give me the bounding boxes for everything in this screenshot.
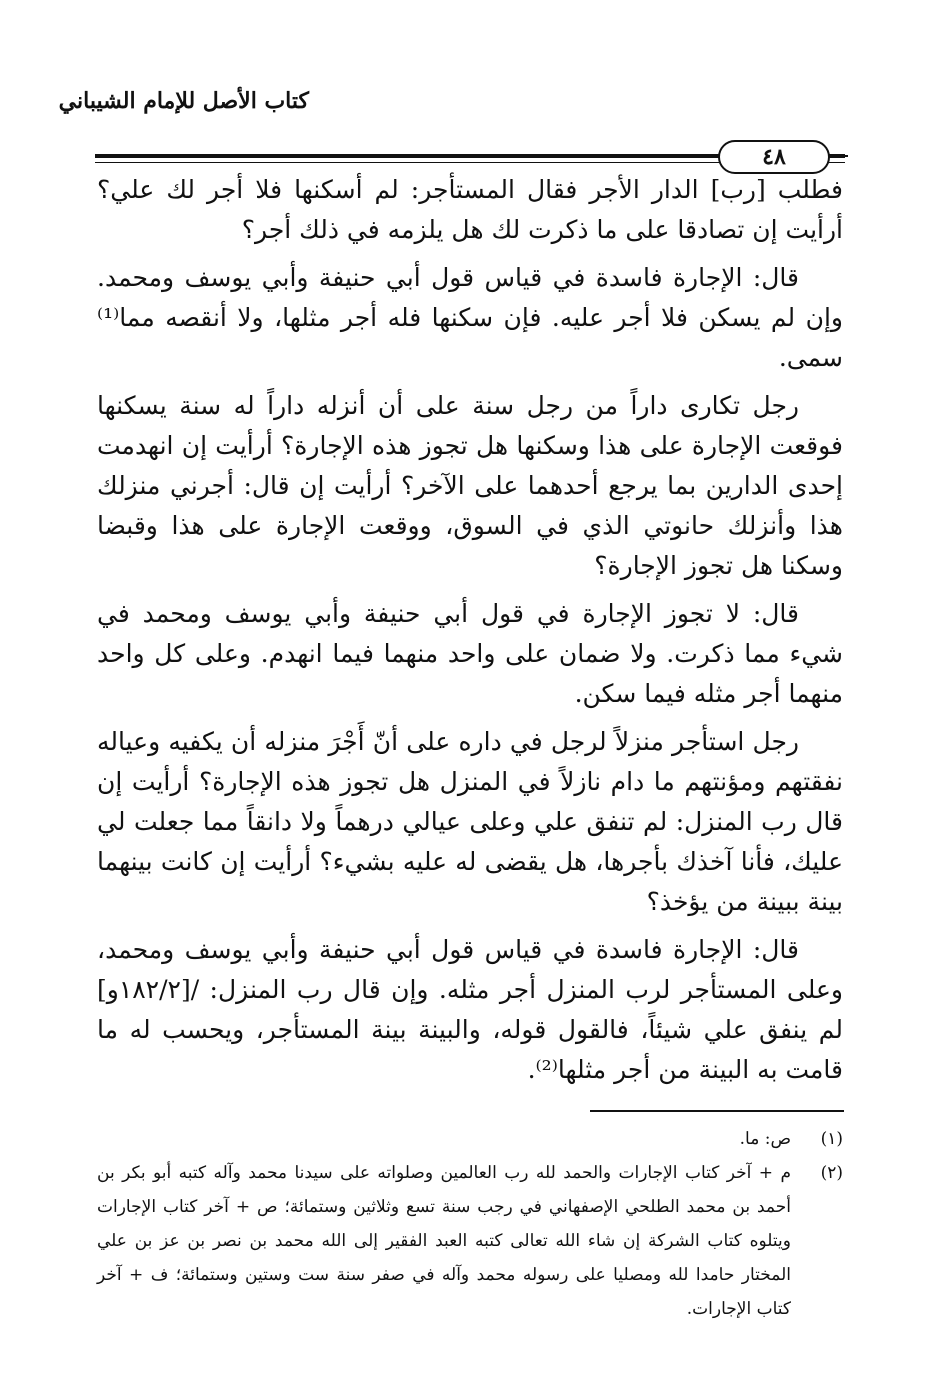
paragraph: قال: الإجارة فاسدة في قياس قول أبي حنيفة وأبي يوسف ومحمد، وعلى المستأجر لرب المنزل أجر مثله. وإن قال رب المنزل: /[١٨٢/٢و] لم ينفق علي شيئاً، فالقول قوله، والبينة بينة المستأجر، ويحسب له ما قامت به البينة من أجر مثلها⁽²⁾. — [97, 935, 844, 1084]
paragraph: قال: لا تجوز الإجارة في قول أبي حنيفة وأبي يوسف ومحمد في شيء مما ذكرت. ولا ضمان على واحد منهما فيما انهدم. وعلى كل واحد منهما أجر مثله فيما سكن. — [97, 599, 843, 708]
paragraph: رجل تكارى داراً من رجل سنة على أن أنزله داراً له سنة يسكنها فوقعت الإجارة على هذا وسكنها هل تجوز هذه الإجارة؟ أرأيت إن انهدمت إحدى الدارين بما يرجع أحدهما على الآخر؟ أرأيت إن قال: أجرني منزلك هذا وأنزلك حانوتي الذي في السوق، ووقعت الإجارة على هذا وقبضا وسكنا هل تجوز الإجارة؟ — [97, 391, 843, 580]
footnotes — [97, 1122, 843, 1326]
footnote-item — [97, 1156, 843, 1326]
paragraph: قال: الإجارة فاسدة في قياس قول أبي حنيفة وأبي يوسف ومحمد. وإن لم يسكن فلا أجر عليه. فإن سكنها فله أجر مثلها، ولا أنقصه مما⁽¹⁾ سمى. — [97, 263, 843, 372]
page-number-tail — [828, 155, 848, 157]
paragraph: فطلب [رب] الدار الأجر فقال المستأجر: لم أسكنها فلا أجر لك علي؟ أرأيت إن تصادقا على ما ذكرت لك هل يلزمه في ذلك أجر؟ — [97, 175, 843, 244]
footnote-number: (١) — [820, 1129, 843, 1149]
main-text — [97, 170, 843, 1098]
footnote-item — [97, 1122, 843, 1156]
page-number-badge — [718, 140, 830, 174]
footnote-number: (٢) — [820, 1163, 843, 1183]
running-header-title: كتاب الأصل للإمام الشيباني — [58, 88, 309, 114]
page-number: ٤٨ — [762, 144, 786, 170]
footnote-text: ص: ما. — [739, 1129, 791, 1149]
paragraph: رجل استأجر منزلاً لرجل في داره على أنّ أَجْرَ منزله أن يكفيه وعياله نفقتهم ومؤنتهم ما دام نازلاً في المنزل هل تجوز هذه الإجارة؟ أرأيت إن قال رب المنزل: لم تنفق علي وعلى عيالي درهماً ولا دانقاً مما جعلت لي عليك، فأنا آخذك بأجرها، هل يقضى له عليه بشيء؟ أرأيت إن كانت بينهما بينة ببينة من يؤخذ؟ — [97, 727, 843, 916]
footnote-text: م + آخر كتاب الإجارات والحمد لله رب العالمين وصلواته على سيدنا محمد وآله كتبه أبو بكر بن أحمد بن محمد الطلحي الإصفهاني في رجب سنة تسع وثلاثين وستمائة؛ ص + آخر كتاب الإجارات ويتلوه كتاب الشركة إن شاء الله تعالى كتبه العبد الفقير إلى الله محمد بن نصر بن عز بن علي المختار حامدا لله ومصليا على رسوله محمد وآله في صفر سنة ست وستين وستمائة؛ ف + آخر كتاب الإجارات. — [97, 1163, 791, 1319]
footnote-separator — [590, 1110, 844, 1112]
